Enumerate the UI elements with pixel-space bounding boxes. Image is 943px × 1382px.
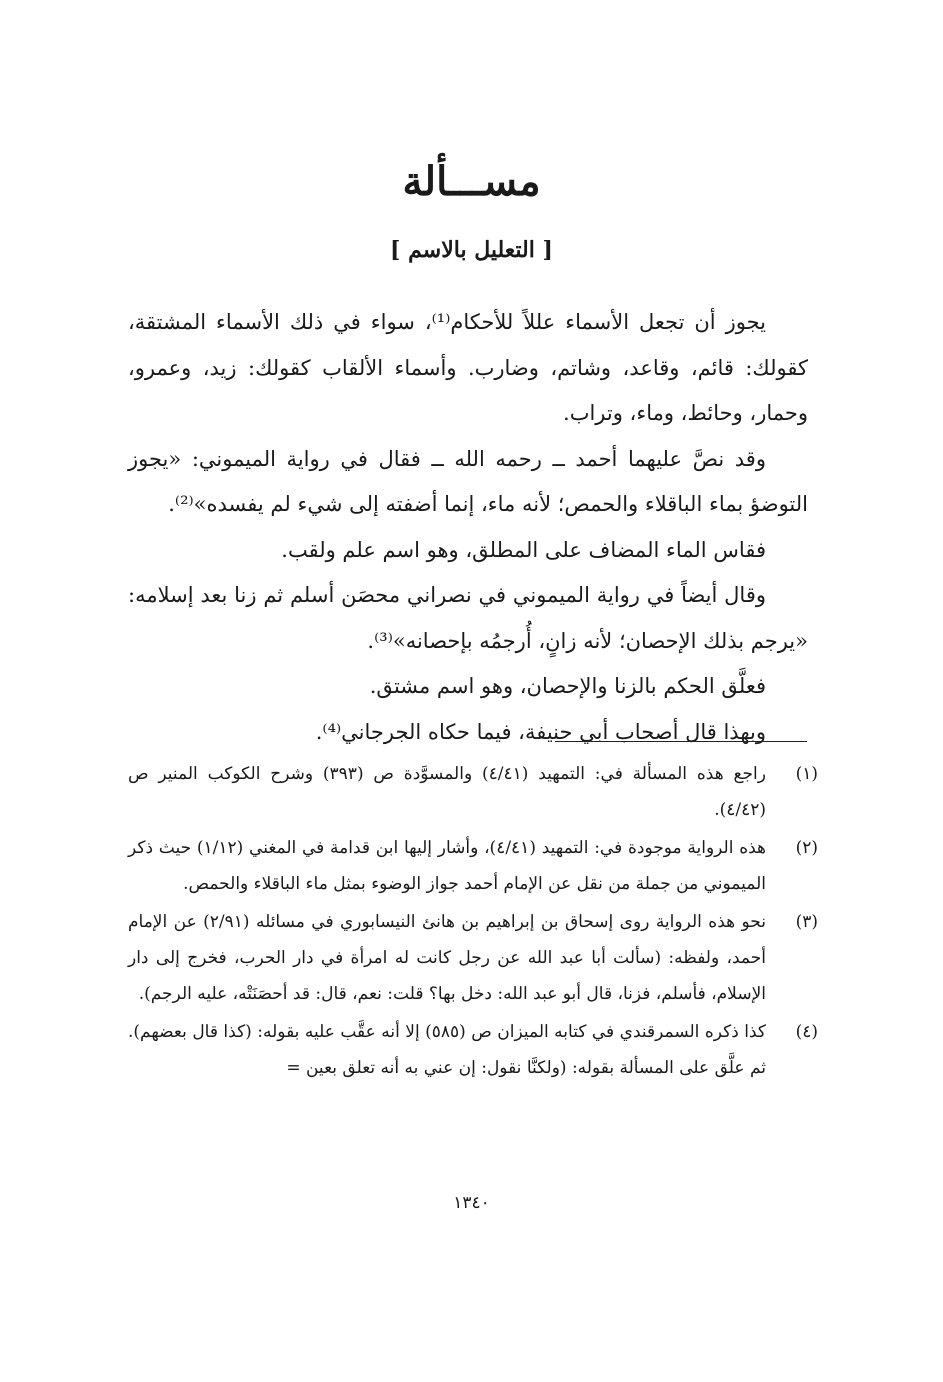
footnote-divider [555,741,807,742]
paragraph: وقال أيضاً في رواية الميموني في نصراني محصَن أسلم ثم زنا بعد إسلامه: «يرجم بذلك الإحصان؛ لأنه زانٍ، أُرجمُه بإحصانه»⁽³⁾. [128,583,808,653]
footnote [128,1014,818,1086]
paragraph: وبهذا قال أصحاب أبي حنيفة، فيما حكاه الجرجاني⁽⁴⁾. [315,719,766,744]
page-title: مســـألة [402,158,541,205]
footnote-text: كذا ذكره السمرقندي في كتابه الميزان ص (٥٨٥) إلا أنه عقَّب عليه بقوله: (كذا قال بعضهم). ثم علَّق على المسألة بقوله: (ولكنَّا نقول: إن عني به أنه تعلق بعين = [128,1022,767,1078]
footnote-text: نحو هذه الرواية روى إسحاق بن إبراهيم بن هانئ النيسابوري في مسائله (٢/٩١) عن الإمام أحمد، ولفظه: (سألت أبا عبد الله عن رجل كانت له امرأة في دار الحرب، فخرج إلى دار الإسلام، فأسلم، فزنا، قال أبو عبد الله: دخل بها؟ قلت: نعم، قال: قد أحصَنَتْه، عليه الرجم). [128,912,766,1004]
footnote [128,756,818,828]
main-text [128,300,808,755]
footnote-number: (١) [795,764,818,784]
footnotes [128,756,818,1088]
footnote-text: هذه الرواية موجودة في: التمهيد (٤/٤١)، وأشار إليها ابن قدامة في المغني (١/١٢) حيث ذكر الميموني من جملة من نقل عن الإمام أحمد جواز الوضوء بمثل ماء الباقلاء والحمص. [128,838,766,894]
footnote-number: (٤) [795,1022,818,1042]
page-number: ١٣٤٠ [453,1193,490,1213]
section-subtitle: [ التعليل بالاسم ] [390,237,553,263]
footnote [128,904,818,1012]
footnote [128,830,818,902]
paragraph: فقاس الماء المضاف على المطلق، وهو اسم علم ولقب. [281,537,766,562]
footnote-number: (٣) [795,912,818,932]
footnote-number: (٢) [795,838,818,858]
paragraph: فعلَّق الحكم بالزنا والإحصان، وهو اسم مشتق. [369,674,766,698]
paragraph: وقد نصَّ عليهما أحمد ــ رحمه الله ــ فقال في رواية الميموني: «يجوز التوضؤ بماء الباقلاء والحمص؛ لأنه ماء، إنما أضفته إلى شيء لم يفسده»⁽²⁾. [128,446,808,516]
footnote-text: راجع هذه المسألة في: التمهيد (٤/٤١) والمسوَّدة ص (٣٩٣) وشرح الكوكب المنير ص (٤/٤٢). [128,764,766,820]
paragraph: يجوز أن تجعل الأسماء عللاً للأحكام⁽¹⁾، سواء في ذلك الأسماء المشتقة، كقولك: قائم، وقاعد، وشاتم، وضارب. وأسماء الألقاب كقولك: زيد، وعمرو، وحمار، وحائط، وماء، وتراب. [128,310,808,425]
